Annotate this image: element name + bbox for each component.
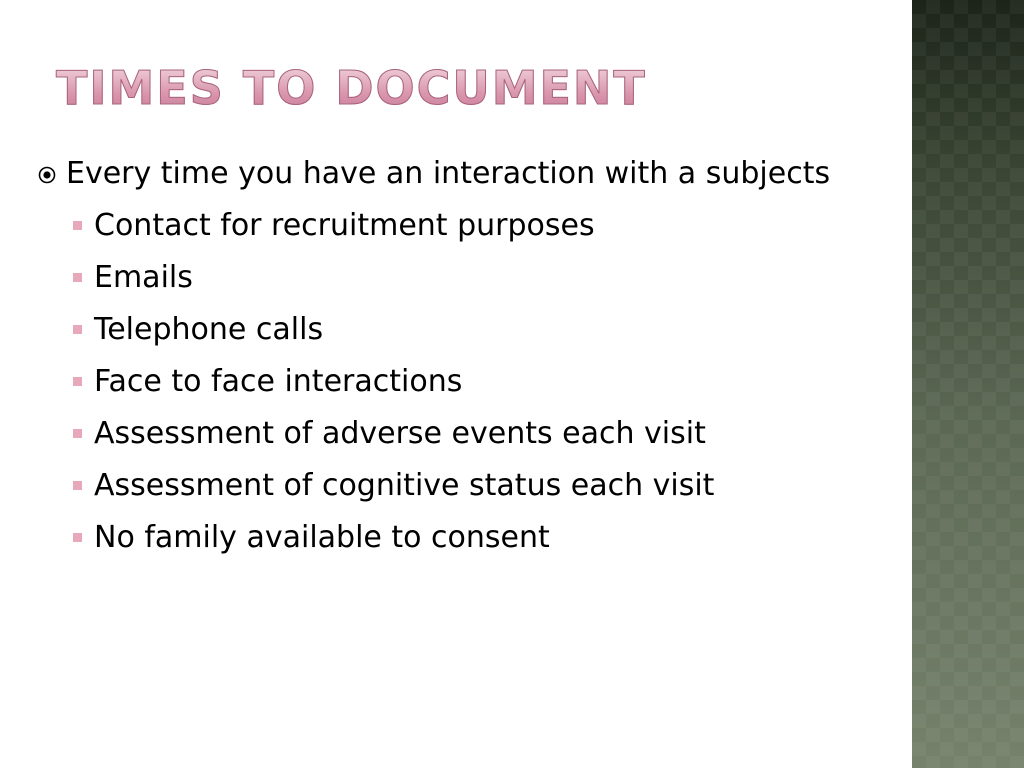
square-bullet-icon bbox=[73, 273, 82, 282]
slide-content bbox=[38, 152, 898, 568]
sub-bullet-item bbox=[38, 204, 898, 248]
sub-bullet-text: No family available to consent bbox=[94, 520, 550, 555]
square-bullet-icon bbox=[73, 221, 82, 230]
sub-bullet-text: Emails bbox=[94, 260, 193, 295]
sub-bullet-item bbox=[38, 308, 898, 352]
sub-bullet-list bbox=[38, 204, 898, 560]
decorative-side-panel bbox=[912, 0, 1024, 768]
circle-bullet-icon bbox=[38, 166, 56, 184]
sub-bullet-item bbox=[38, 360, 898, 404]
sub-bullet-text: Contact for recruitment purposes bbox=[94, 208, 595, 243]
slide-title: TIMES TO DOCUMENT bbox=[56, 61, 647, 115]
sub-bullet-item bbox=[38, 412, 898, 456]
sub-bullet-text: Assessment of adverse events each visit bbox=[94, 416, 706, 451]
sub-bullet-item bbox=[38, 516, 898, 560]
sub-bullet-item bbox=[38, 464, 898, 508]
sub-bullet-item bbox=[38, 256, 898, 300]
sub-bullet-text: Telephone calls bbox=[94, 312, 324, 347]
square-bullet-icon bbox=[73, 533, 82, 542]
square-bullet-icon bbox=[73, 481, 82, 490]
main-bullet-text: Every time you have an interaction with a subjects bbox=[66, 156, 831, 191]
square-bullet-icon bbox=[73, 325, 82, 334]
main-bullet-point bbox=[38, 152, 898, 196]
square-bullet-icon bbox=[73, 377, 82, 386]
square-bullet-icon bbox=[73, 429, 82, 438]
sub-bullet-text: Assessment of cognitive status each visit bbox=[94, 468, 715, 503]
sub-bullet-text: Face to face interactions bbox=[94, 364, 463, 399]
